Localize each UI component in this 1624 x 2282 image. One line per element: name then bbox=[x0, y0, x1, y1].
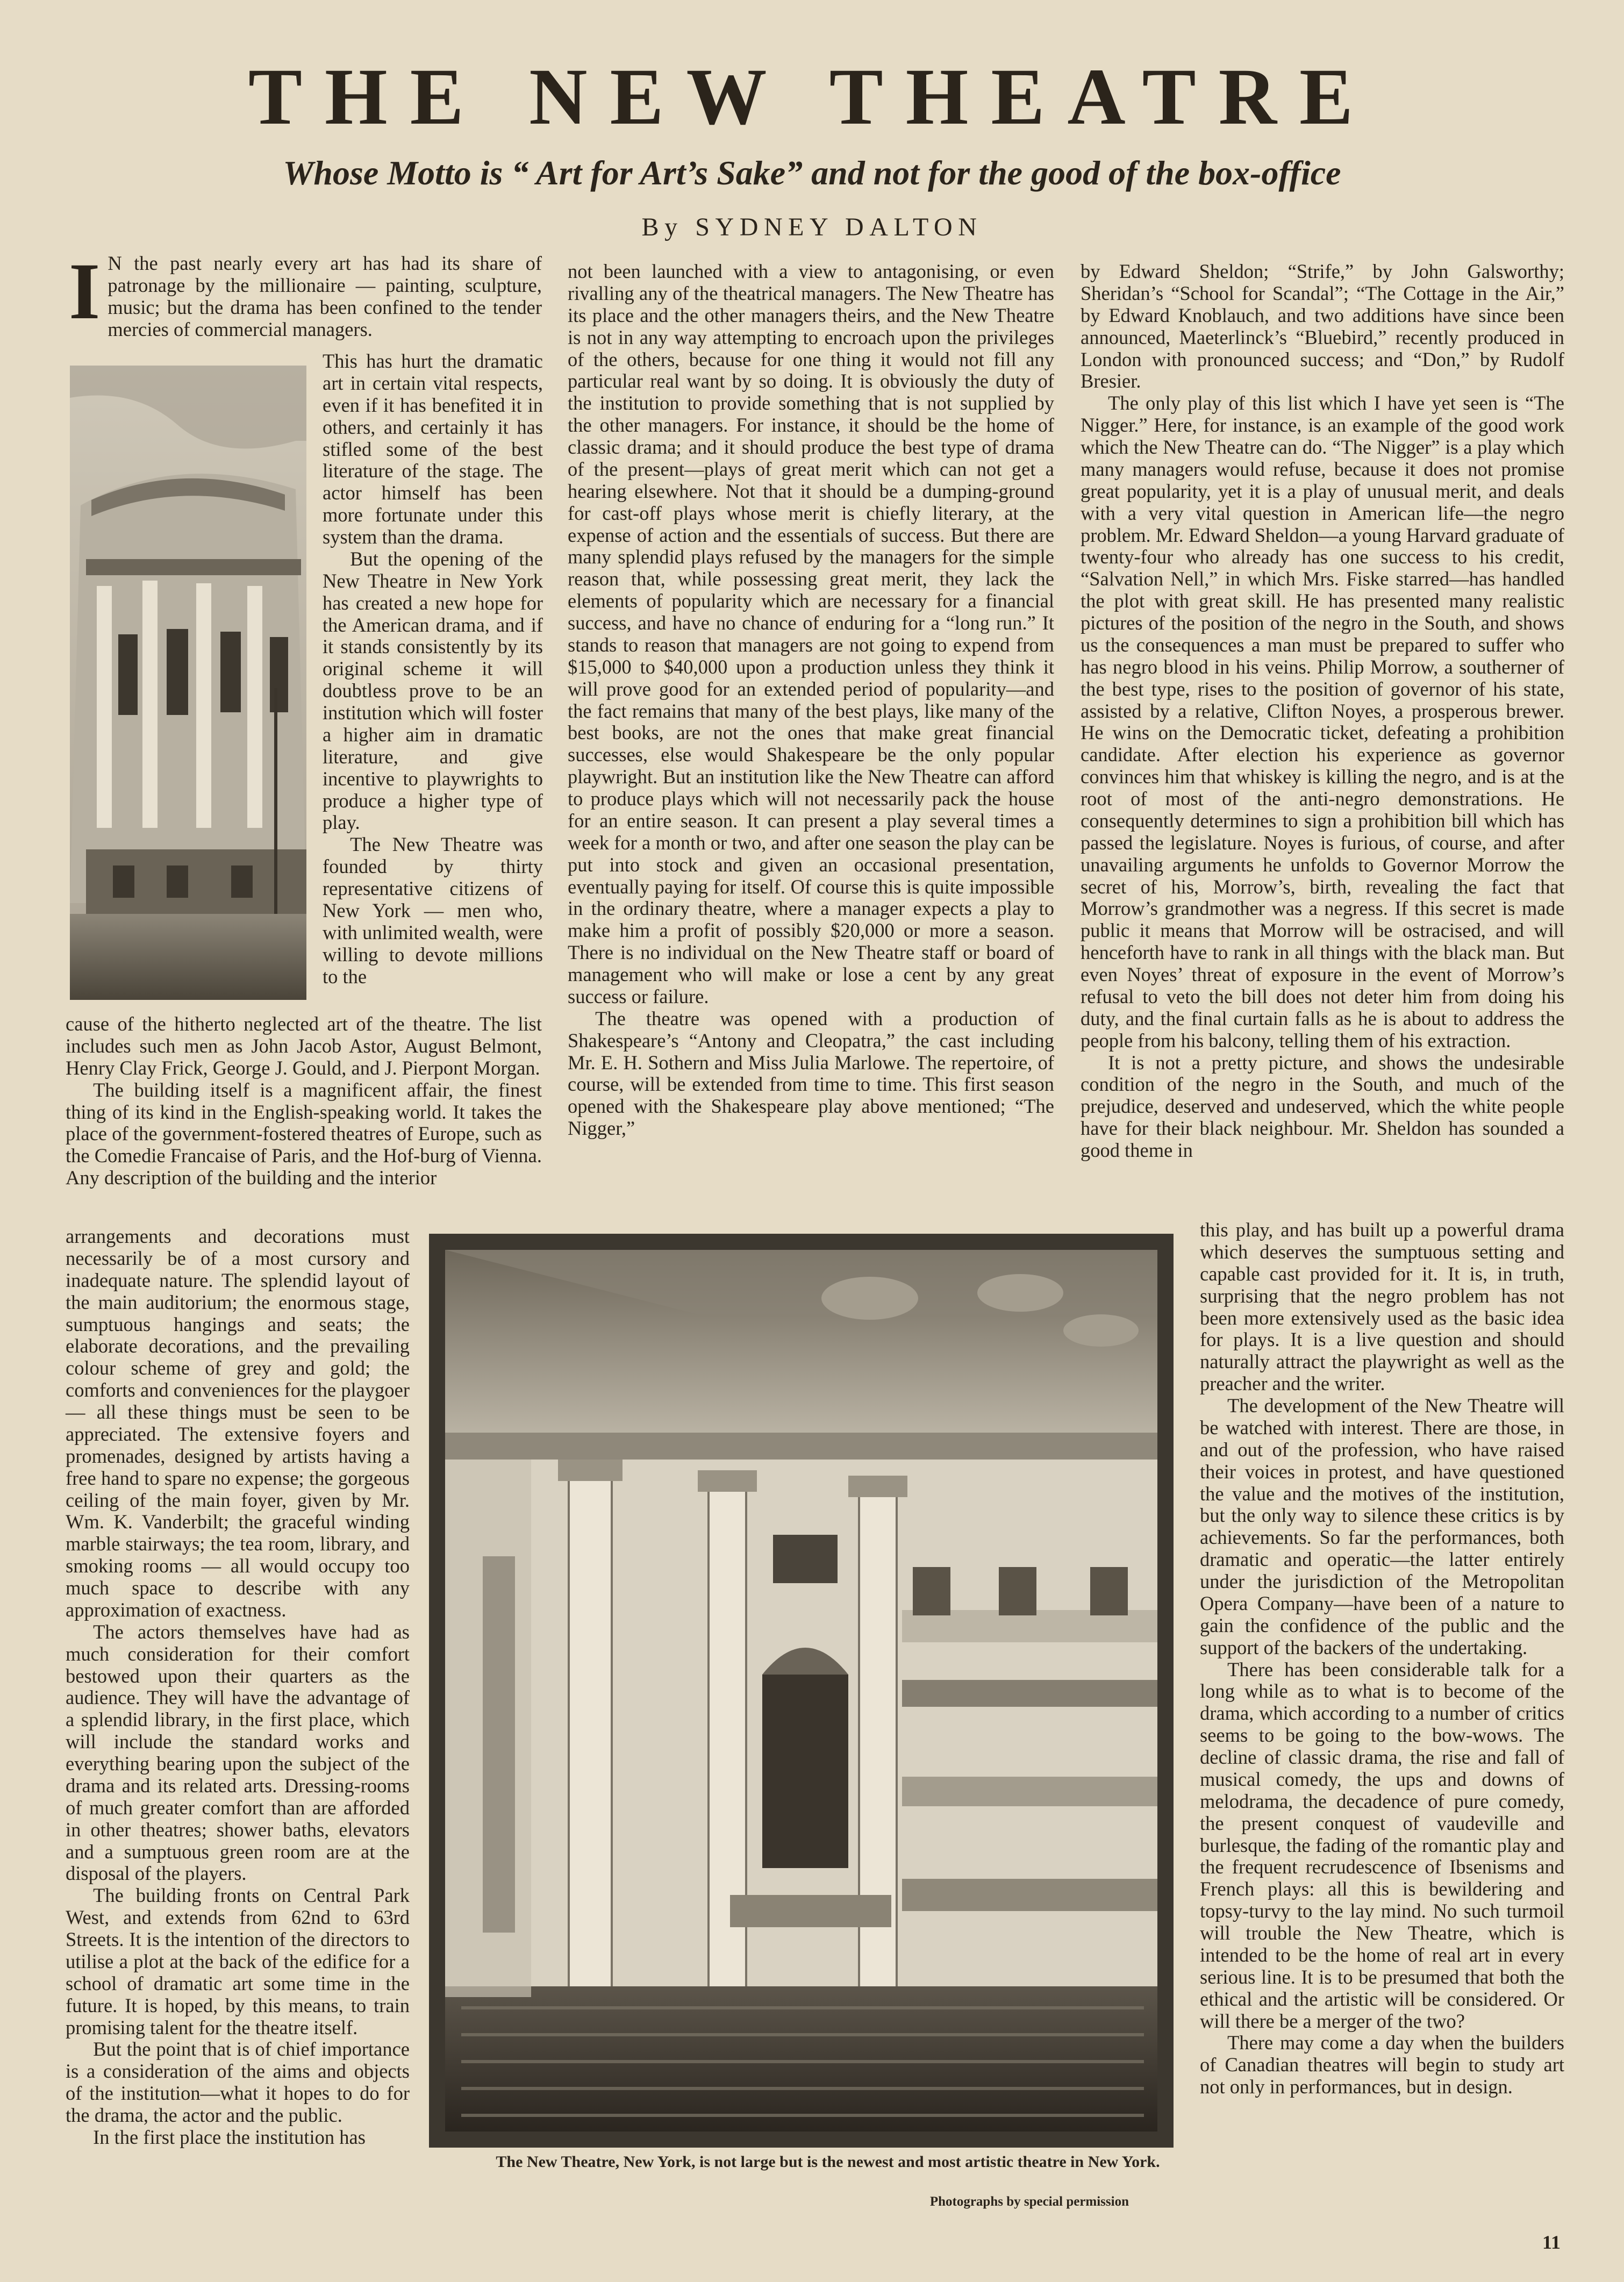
column2: not been launched with a view to antagonising, or even rivalling any of the theatrical managers. The New Theatre has its place and the other managers theirs, and the New Theatre is not in any way attempting to encroach upon the privileges of the others, because for one thing it would not fill any particular real want by so doing. It is obviously the duty of the institution to provide something that is not supplied by the other managers. For instance, it should be the home of classic drama; and it should produce the best type of drama of the present—plays of great merit which can not get a hearing elsewhere. Not that it should be a dumping-ground for cast-off plays whose merit is chiefly literary, at the expense of action and the essentials of success. But there are many splendid plays refused by the managers for the simple reason that, while possessing great merit, they lack the elements of popularity which are necessary for a financial success, and have no chance of enduring for a “long run.” It stands to reason that managers are not going to expend from $15,000 to $40,000 upon a production unless they think it will prove good for an extended period of popularity—and the fact remains that many of the best plays, like many of the best books, are not the ones that make great financial successes, else would Shakespeare be the only popular playwright. But an institution like the New Theatre can afford to produce plays which will not necessarily pack the house for an entire season. It can present a play several times a week for a month or two, and after one season the play can be put into stock and given an occasional presentation, eventually paying for itself. Of course this is quite impossible in the ordinary theatre, where a manager expects a play to make him a profit of possibly $20,000 or more a season. There is no individual on the New Theatre staff or board of management who will make or lose a cent by any great success or failure. The theatre was opened with a production of Shakespeare’s “Antony and Cleopatra,” the cast including Mr. E. H. Sothern and Miss Julia Marlowe. The repertoire, of course, will be extended from time to time. This first season opened with the Shakespeare play above mentioned; “The Nigger,” bbox=[568, 260, 1054, 1140]
article-subtitle: Whose Motto is “ Art for Art’s Sake” and not for the good of the box-office bbox=[283, 154, 1341, 192]
article-title: THE NEW THEATRE bbox=[248, 52, 1376, 141]
column3-upper: by Edward Sheldon; “Strife,” by John Galsworthy; Sheridan’s “School for Scandal”; “The Cottage in the Air,” by Edward Knoblauch, and two additions have since been announced, Maeterlinck’s “Bluebird,” recently produced in London with pronounced success; and “Don,” by Rudolf Bresier. The only play of this list which I have yet seen is “The Nigger.” Here, for instance, is an example of the good work which the New Theatre can do. “The Nigger” is a play which many managers would refuse, because it does not promise great popularity, yet it is a play of unusual merit, and deals with a very vital question in American life—the negro problem. Mr. Edward Sheldon—a young Harvard graduate of twenty-four who already has one success to his credit, “Salvation Nell,” in which Mrs. Fiske starred—has handled the plot with great skill. He has presented many realistic pictures of the position of the negro in the South, and shows us the consequences a man must be prepared to suffer who has negro blood in his veins. Philip Morrow, a southerner of the best type, rises to the position of governor of his state, assisted by a relative, Clifton Noyes, a prosperous brewer. He wins on the Democratic ticket, defeating a prohibition candidate. After election his experience as governor convinces him that whiskey is killing the negro, and is at the root of most of the anti-negro demonstrations. He consequently determines to sign a prohibition bill which has passed the legislature. Noyes is furious, of course, and after unavailing arguments he unfolds to Governor Morrow the secret of his, Morrow’s, birth, revealing the fact that Morrow’s grandmother was a negress. If this secret is made public it means that Morrow will be ostracised, and will henceforth have to rank in all things with the black man. But even Noyes’ threat of exposure in the event of Morrow’s refusal to veto the bill does not deter him from doing his duty, and the final curtain falls as he is about to address the people from his balcony, telling them of his extraction. It is not a pretty picture, and shows the undesirable condition of the negro in the South, and much of the prejudice, deserved and undeserved, which the white people have for their black neighbour. Mr. Sheldon has sounded a good theme in bbox=[1081, 260, 1564, 1161]
theatre-interior-photo bbox=[429, 1234, 1174, 2148]
photo-caption: The New Theatre, New York, is not large but is the newest and most artistic theatre in New York. bbox=[496, 2153, 1160, 2171]
column3-lower: this play, and has built up a powerful drama which deserves the sumptuous setting and capable cast provided for it. It is, in truth, surprising that the negro problem has not been more extensively used as the basic idea for plays. It is a live question and should naturally attract the playwright as well as the preacher and the writer. The development of the New Theatre will be watched with interest. There are those, in and out of the profession, who have raised their voices in protest, and have questioned the value and the motives of the institution, but the only way to silence these critics is by achievements. So far the performances, both dramatic and operatic—the latter entirely under the jurisdiction of the Metropolitan Opera Company—have been of a nature to gain the confidence of the public and the support of the backers of the undertaking. There has been considerable talk for a long while as to what is to become of the drama, which according to a number of critics seems to be going to the bow-wows. The decline of classic drama, the rise and fall of musical comedy, the ups and downs of melodrama, the decadence of pure comedy, the present conquest of vaudeville and burlesque, the fading of the romantic play and the frequent recrudescence of Ibsenisms and French plays: all this is bewildering and topsy-turvy to the lay mind. No such turmoil will trouble the New Theatre, which is intended to be the home of real art in every serious line. It is to be presumed that both the ethical and the artistic will be considered. Or will there be a merger of the two? There may come a day when the builders of Canadian theatres will begin to study art not only in performances, but in design. bbox=[1200, 1219, 1564, 2098]
column1-intro: I N the past nearly every art has had its share of patronage by the millionaire — painting, sculpture, music; but the drama has been confined to the tender mercies of commercial managers. bbox=[69, 247, 542, 340]
drop-cap: I bbox=[69, 247, 101, 336]
byline: By SYDNEY DALTON bbox=[641, 213, 983, 241]
photo-credit: Photographs by special permission bbox=[929, 2194, 1129, 2209]
column1-middle: cause of the hitherto neglected art of the theatre. The list includes such men as John Jacob Astor, August Belmont, Henry Clay Frick, George J. Gould, and J. Pierpont Morgan. The building itself is a magnificent affair, the finest thing of its kind in the English-speaking world. It takes the place of the government-fostered theatres of Europe, such as the Comedie Francaise of Paris, and the Hof-burg of Vienna. Any description of the building and the interior bbox=[66, 1013, 542, 1189]
column1-narrow: arrangements and decorations must necessarily be of a most cursory and inadequate nature. The splendid layout of the main auditorium; the enormous stage, sumptuous hangings and seats; the elaborate decorations, and the prevailing colour scheme of grey and gold; the comforts and conveniences for the playgoer — all these things must be seen to be appreciated. The extensive foyers and promenades, designed by artists having a free hand to spare no expense; the gorgeous ceiling of the main foyer, given by Mr. Wm. K. Vanderbilt; the graceful winding marble stairways; the tea room, library, and smoking rooms — all would occupy too much space to describe with any approximation of exactness. The actors themselves have had as much consideration for their comfort bestowed upon their quarters as the audience. They will have the advantage of a splendid library, in the first place, which will include the standard works and everything bearing upon the subject of the drama and its related arts. Dressing-rooms of much greater comfort than are afforded in other theatres; shower baths, elevators and a sumptuous green room are at the disposal of the players. The building fronts on Central Park West, and extends from 62nd to 63rd Streets. It is the intention of the directors to utilise a plot at the back of the edifice for a school of dramatic art some time in the future. It is hoped, by this means, to train promising talent for the theatre itself. But the point that is of chief importance is a consideration of the aims and objects of the institution—what it hopes to do for the drama, the actor and the public. In the first place the institution has bbox=[66, 1225, 410, 2148]
page-number: 11 bbox=[1542, 2231, 1561, 2253]
column1-wrap: This has hurt the dramatic art in certain vital respects, even if it has benefited it in others, and certainly it has stifled some of the best literature of the stage. The actor himself has been more fortunate under this system than the drama. But the opening of the New Theatre in New York has created a new hope for the American drama, and if it stands consistently by its original scheme it will doubtless prove to be an institution which will foster a higher aim in dramatic literature, and give incentive to playwrights to produce a higher type of play. The New Theatre was founded by thirty representative citizens of New York — men who, with unlimited wealth, were willing to devote millions to the bbox=[323, 350, 543, 988]
theatre-exterior-photo bbox=[70, 366, 306, 1000]
